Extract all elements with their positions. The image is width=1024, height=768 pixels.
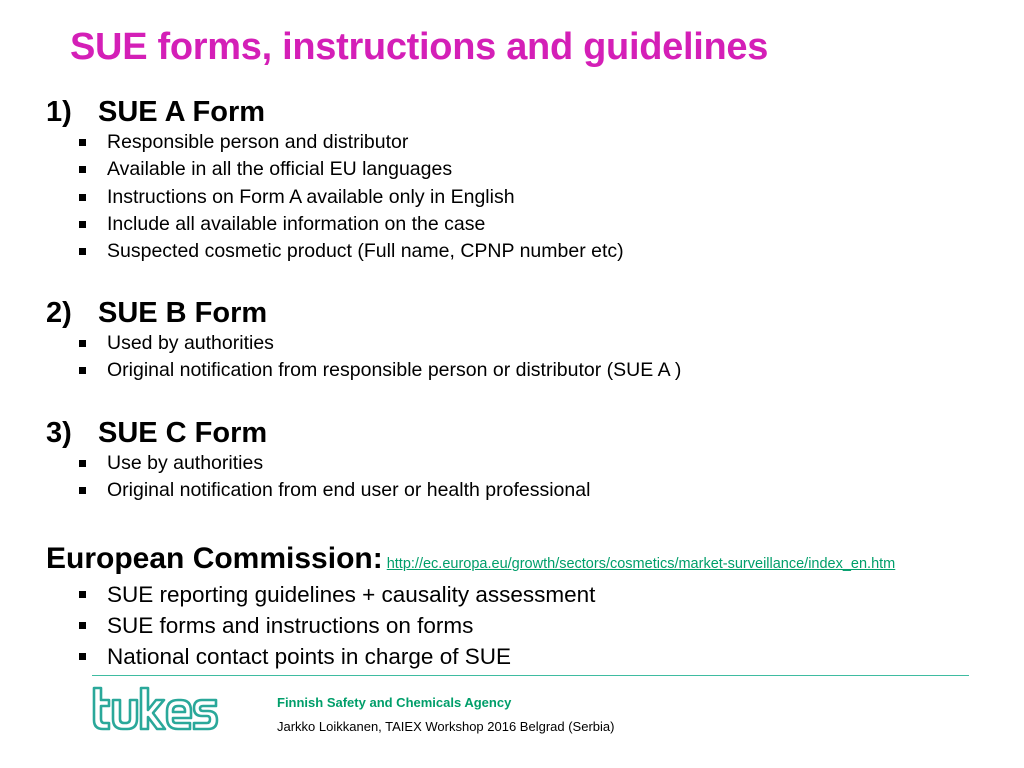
list-item-text: SUE forms and instructions on forms xyxy=(107,613,474,638)
list-item xyxy=(46,211,624,238)
list-item-text: Original notification from end user or health professional xyxy=(107,479,591,502)
bullet-list xyxy=(46,330,681,385)
square-bullet-icon xyxy=(79,166,86,173)
list-item xyxy=(46,641,895,672)
square-bullet-icon xyxy=(79,622,86,629)
section-heading xyxy=(46,416,590,450)
square-bullet-icon xyxy=(79,221,86,228)
square-bullet-icon xyxy=(79,367,86,374)
section-title: SUE B Form xyxy=(98,297,268,329)
list-item xyxy=(46,450,590,477)
list-item-text: Used by authorities xyxy=(107,332,274,354)
section-european-commission xyxy=(46,539,895,672)
section-sue-a-form xyxy=(46,95,624,265)
square-bullet-icon xyxy=(79,460,86,467)
section-sue-b-form xyxy=(46,296,681,385)
section-number: 2) xyxy=(46,297,72,329)
section-heading xyxy=(46,95,624,129)
list-item-text: Responsible person and distributor xyxy=(107,131,409,153)
ec-market-surveillance-link[interactable]: http://ec.europa.eu/growth/sectors/cosmetics/market-surveillance/index_en.htm xyxy=(386,556,896,572)
square-bullet-icon xyxy=(79,340,86,347)
list-item xyxy=(46,579,895,610)
bullet-list xyxy=(46,129,624,265)
square-bullet-icon xyxy=(79,139,86,146)
bullet-list xyxy=(46,450,590,505)
tukes-logo xyxy=(90,684,222,741)
list-item-text: Use by authorities xyxy=(107,452,264,474)
footer-divider xyxy=(92,675,969,676)
square-bullet-icon xyxy=(79,591,86,598)
square-bullet-icon xyxy=(79,194,86,201)
list-item-text: Instructions on Form A available only in English xyxy=(107,185,515,208)
page-title: SUE forms, instructions and guidelines xyxy=(70,26,769,68)
section-heading xyxy=(46,296,681,330)
section-title: European Commission: xyxy=(46,542,383,575)
list-item-text: Original notification from responsible person or distributor (SUE A ) xyxy=(107,359,682,382)
list-item xyxy=(46,357,681,384)
section-number: 1) xyxy=(46,96,72,128)
square-bullet-icon xyxy=(79,487,86,494)
bullet-list xyxy=(46,579,895,672)
square-bullet-icon xyxy=(79,248,86,255)
section-number: 3) xyxy=(46,417,72,449)
section-sue-c-form xyxy=(46,416,590,505)
logo-text: tukes xyxy=(90,684,93,685)
list-item xyxy=(46,610,895,641)
list-item xyxy=(46,156,624,183)
list-item xyxy=(46,330,681,357)
list-item-text: Available in all the official EU languages xyxy=(107,158,453,181)
list-item-text: SUE reporting guidelines + causality assessment xyxy=(107,582,596,607)
section-title: SUE A Form xyxy=(98,96,266,128)
list-item xyxy=(46,477,590,504)
tukes-logo-icon xyxy=(90,684,222,736)
list-item xyxy=(46,184,624,211)
agency-name: Finnish Safety and Chemicals Agency xyxy=(277,695,512,710)
section-title: SUE C Form xyxy=(98,417,268,449)
list-item-text: National contact points in charge of SUE xyxy=(107,644,511,669)
list-item xyxy=(46,238,624,265)
list-item xyxy=(46,129,624,156)
list-item-text: Suspected cosmetic product (Full name, CPNP number etc) xyxy=(107,240,624,263)
section-heading xyxy=(46,539,895,579)
square-bullet-icon xyxy=(79,653,86,660)
list-item-text: Include all available information on the case xyxy=(107,212,486,235)
presenter-info: Jarkko Loikkanen, TAIEX Workshop 2016 Belgrad (Serbia) xyxy=(277,719,615,734)
